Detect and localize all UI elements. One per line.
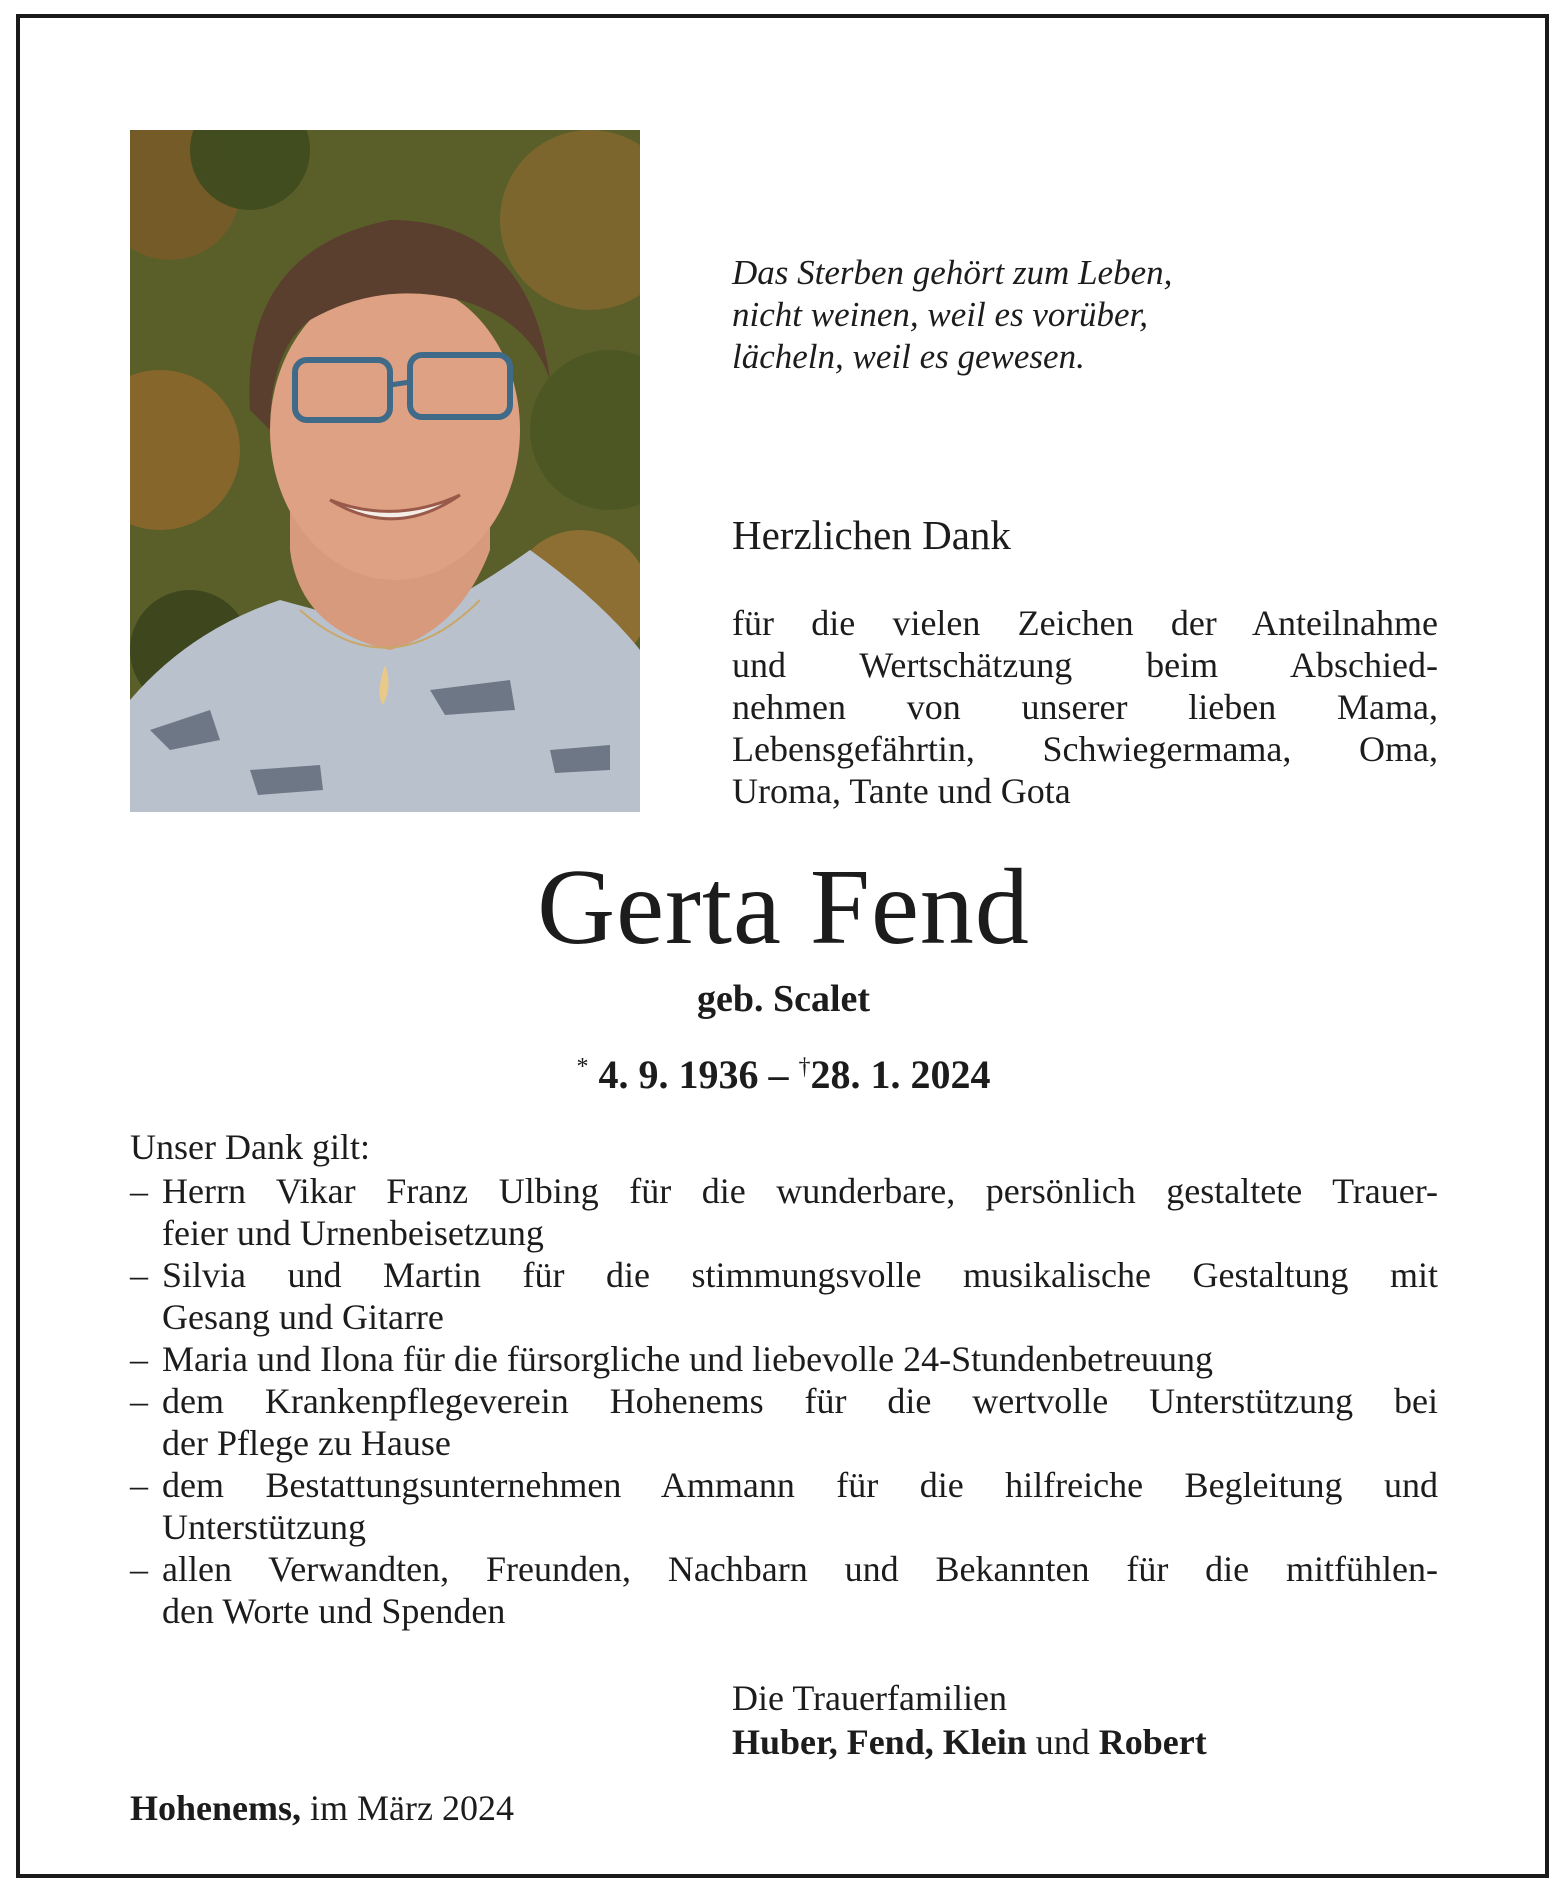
date-separator: – xyxy=(768,1052,789,1097)
list-dash: – xyxy=(130,1255,148,1295)
poem xyxy=(732,252,1452,378)
intro-text xyxy=(732,602,1438,812)
list-item-line: feier und Urnenbeisetzung xyxy=(162,1213,544,1253)
place-month: im März 2024 xyxy=(310,1788,514,1828)
list-item-line: dem Bestattungsunternehmen Ammann für die hilfreiche Begleitung und xyxy=(162,1465,1438,1505)
list-dash: – xyxy=(130,1465,148,1505)
death-symbol: † xyxy=(798,1054,811,1080)
intro-line: Uroma, Tante und Gota xyxy=(732,771,1071,811)
list-item xyxy=(130,1380,1438,1464)
list-item-line: Herrn Vikar Franz Ulbing für die wunderbare, persönlich gestaltete Trauer- xyxy=(162,1171,1438,1211)
deceased-name: Gerta Fend xyxy=(537,848,1030,967)
intro-line: nehmen von unserer lieben Mama, xyxy=(732,687,1438,727)
family-name: Robert xyxy=(1098,1722,1207,1762)
portrait-photo xyxy=(130,130,640,812)
birth-name: geb. Scalet xyxy=(696,978,871,1020)
family-name: Klein xyxy=(942,1722,1027,1762)
gratitude-list xyxy=(130,1124,1438,1632)
list-dash: – xyxy=(130,1339,148,1379)
thanks-heading: Herzlichen Dank xyxy=(732,512,1011,558)
poem-line: Das Sterben gehört zum Leben, xyxy=(732,253,1173,292)
life-dates xyxy=(0,1042,1567,1100)
family-names xyxy=(732,1720,1207,1764)
list-dash: – xyxy=(130,1171,148,1211)
list-item-line: allen Verwandten, Freunden, Nachbarn und Bekannten für die mitfühlen- xyxy=(162,1549,1438,1589)
signature-line: Die Trauerfamilien xyxy=(732,1678,1007,1718)
list-item xyxy=(130,1464,1438,1548)
birth-symbol: * xyxy=(576,1054,589,1080)
list-item xyxy=(130,1254,1438,1338)
place-town: Hohenems, xyxy=(130,1788,301,1828)
intro-line: Lebensgefährtin, Schwiegermama, Oma, xyxy=(732,729,1438,769)
list-item xyxy=(130,1338,1438,1380)
list-item-line: Silvia und Martin für die stimmungsvolle musikalische Gestaltung mit xyxy=(162,1255,1438,1295)
list-dash: – xyxy=(130,1381,148,1421)
list-item-line: den Worte und Spenden xyxy=(162,1591,506,1631)
place-date xyxy=(130,1786,514,1830)
list-item-line: Unterstützung xyxy=(162,1507,366,1547)
list-item-line: dem Krankenpflegeverein Hohenems für die wertvolle Unterstützung bei xyxy=(162,1381,1438,1421)
signature xyxy=(732,1676,1207,1764)
family-name: Fend, xyxy=(846,1722,934,1762)
list-item xyxy=(130,1548,1438,1632)
death-date: 28. 1. 2024 xyxy=(810,1052,991,1097)
poem-line: nicht weinen, weil es vorüber, xyxy=(732,295,1149,334)
family-name: Huber, xyxy=(732,1722,838,1762)
intro-line: für die vielen Zeichen der Anteilnahme xyxy=(732,603,1438,643)
list-item-line: Gesang und Gitarre xyxy=(162,1297,444,1337)
gratitude-heading: Unser Dank gilt: xyxy=(130,1127,370,1167)
intro-line: und Wertschätzung beim Abschied- xyxy=(732,645,1438,685)
list-item-line: Maria und Ilona für die fürsorgliche und liebevolle 24-Stundenbetreuung xyxy=(162,1339,1214,1379)
list-item xyxy=(130,1170,1438,1254)
conjunction: und xyxy=(1035,1722,1090,1762)
list-item-line: der Pflege zu Hause xyxy=(162,1423,451,1463)
list-dash: – xyxy=(130,1549,148,1589)
birth-date: 4. 9. 1936 xyxy=(598,1052,759,1097)
poem-line: lächeln, weil es gewesen. xyxy=(732,337,1085,376)
